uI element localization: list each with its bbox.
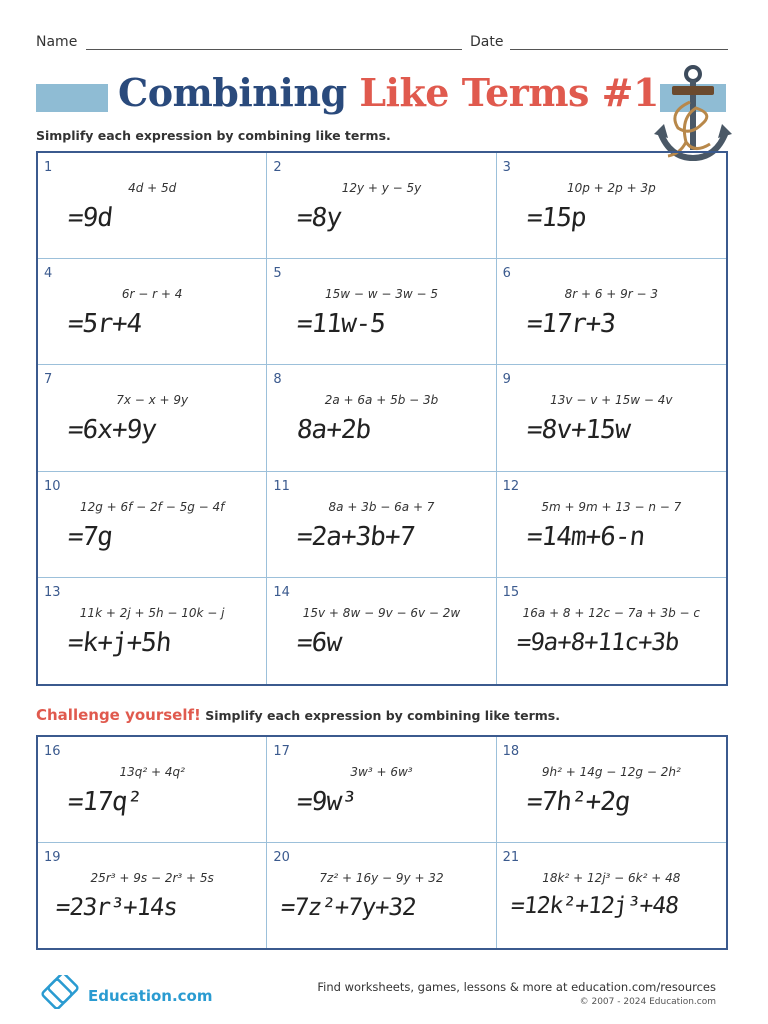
problem-cell xyxy=(267,578,496,684)
problem-cell xyxy=(497,472,726,578)
problem-answer[interactable]: =9a+8+11c+3b xyxy=(515,627,680,656)
problems-grid xyxy=(36,151,728,686)
problem-expression: 13q² + 4q² xyxy=(119,765,185,779)
problem-answer[interactable]: =8y xyxy=(295,203,343,233)
problem-number: 10 xyxy=(44,478,61,494)
problem-expression: 3w³ + 6w³ xyxy=(350,765,413,779)
date-label: Date xyxy=(470,34,504,50)
problem-cell xyxy=(497,365,726,471)
problem-answer[interactable]: =7g xyxy=(66,521,114,552)
problem-answer[interactable]: =8v+15w xyxy=(525,415,631,446)
problem-cell xyxy=(497,153,726,259)
problem-cell xyxy=(267,153,496,259)
problem-expression: 5m + 9m + 13 − n − 7 xyxy=(541,499,682,514)
problem-answer[interactable]: =7z²+7y+32 xyxy=(279,892,418,921)
problem-expression: 7x − x + 9y xyxy=(116,393,189,408)
challenge-instructions: Simplify each expression by combining like terms. xyxy=(205,708,560,723)
problem-number: 1 xyxy=(44,160,53,175)
problem-number: 19 xyxy=(44,849,61,865)
page-title xyxy=(118,70,659,115)
problem-cell xyxy=(38,365,267,471)
problem-number: 3 xyxy=(502,160,511,175)
problem-cell xyxy=(38,578,267,684)
problem-expression: 6r − r + 4 xyxy=(121,287,183,302)
problem-cell xyxy=(497,737,726,843)
problem-answer[interactable]: =17q² xyxy=(66,787,143,817)
problem-cell xyxy=(38,259,267,365)
problem-expression: 11k + 2j + 5h − 10k − j xyxy=(79,605,225,620)
problem-expression: 8r + 6 + 9r − 3 xyxy=(564,287,659,302)
title-decor-bar-left xyxy=(36,84,108,112)
problem-cell xyxy=(267,472,496,578)
problem-cell xyxy=(38,843,267,949)
name-label: Name xyxy=(36,34,78,50)
challenge-grid xyxy=(36,735,728,950)
problem-answer[interactable]: =7h²+2g xyxy=(525,787,631,817)
challenge-heading xyxy=(36,706,560,724)
problem-number: 12 xyxy=(502,478,520,494)
problem-answer[interactable]: =9w³ xyxy=(295,787,358,817)
problem-answer[interactable]: =9d xyxy=(66,203,114,233)
problem-answer[interactable]: =6x+9y xyxy=(66,415,158,446)
footer-tagline: Find worksheets, games, lessons & more at education.com/resources xyxy=(317,980,716,994)
problem-expression: 15w − w − 3w − 5 xyxy=(324,287,439,302)
problem-answer[interactable]: =5r+4 xyxy=(66,309,143,340)
problem-number: 14 xyxy=(273,584,290,600)
problem-number: 7 xyxy=(44,372,53,388)
problem-answer[interactable]: =15p xyxy=(525,203,587,233)
date-field-line[interactable] xyxy=(510,49,728,50)
problem-cell xyxy=(497,578,726,684)
problem-expression: 9h² + 14g − 12g − 2h² xyxy=(541,765,681,779)
problem-number: 2 xyxy=(273,160,282,175)
problem-expression: 13v − v + 15w − 4v xyxy=(550,393,673,408)
problem-number: 9 xyxy=(502,372,511,388)
problem-cell xyxy=(38,472,267,578)
problem-number: 4 xyxy=(44,266,53,282)
problem-answer[interactable]: =17r+3 xyxy=(525,309,617,340)
problem-answer[interactable]: 8a+2b xyxy=(295,415,373,446)
problem-expression: 10p + 2p + 3p xyxy=(566,181,656,195)
problem-expression: 25r³ + 9s − 2r³ + 5s xyxy=(90,870,214,885)
name-field-line[interactable] xyxy=(86,49,462,50)
problem-number: 20 xyxy=(273,849,290,865)
problem-answer[interactable]: =6w xyxy=(295,627,343,658)
instructions: Simplify each expression by combining like terms. xyxy=(36,128,391,143)
problem-cell xyxy=(38,153,267,259)
problem-answer[interactable]: =23r³+14s xyxy=(54,892,179,921)
problem-answer[interactable]: =k+j+5h xyxy=(66,627,173,658)
problem-expression: 12g + 6f − 2f − 5g − 4f xyxy=(79,499,225,514)
problem-number: 17 xyxy=(273,744,290,759)
problem-number: 16 xyxy=(44,744,61,759)
problem-expression: 18k² + 12j³ − 6k² + 48 xyxy=(542,870,681,885)
problem-expression: 4d + 5d xyxy=(128,181,177,195)
problem-expression: 15v + 8w − 9v − 6v − 2w xyxy=(302,605,461,620)
problem-number: 21 xyxy=(502,849,520,865)
problem-cell xyxy=(267,365,496,471)
problem-number: 18 xyxy=(502,744,520,759)
problem-number: 8 xyxy=(273,372,282,388)
problem-cell xyxy=(497,843,726,949)
title-part-1: Combining xyxy=(118,70,347,115)
problem-answer[interactable]: =2a+3b+7 xyxy=(295,521,417,552)
title-part-2: Like Terms #1 xyxy=(359,70,659,115)
footer-copyright: © 2007 - 2024 Education.com xyxy=(579,997,716,1007)
problem-cell xyxy=(38,737,267,843)
problem-number: 5 xyxy=(273,266,282,282)
problem-number: 13 xyxy=(44,584,61,600)
problem-expression: 7z² + 16y − 9y + 32 xyxy=(319,870,444,885)
problem-answer[interactable]: =14m+6-n xyxy=(525,521,646,552)
problem-number: 6 xyxy=(502,266,511,282)
name-date-row xyxy=(36,34,728,54)
problem-number: 11 xyxy=(273,478,290,494)
logo-text[interactable]: Education.com xyxy=(88,987,213,1005)
problem-cell xyxy=(267,843,496,949)
problem-cell xyxy=(267,259,496,365)
problem-expression: 12y + y − 5y xyxy=(341,181,422,195)
problem-cell xyxy=(267,737,496,843)
problem-answer[interactable]: =12k²+12j³+48 xyxy=(509,892,680,919)
problem-expression: 8a + 3b − 6a + 7 xyxy=(328,499,435,514)
problem-cell xyxy=(497,259,726,365)
challenge-label: Challenge yourself! xyxy=(36,706,201,724)
problem-expression: 2a + 6a + 5b − 3b xyxy=(324,393,439,408)
problem-number: 15 xyxy=(502,584,520,600)
problem-expression: 16a + 8 + 12c − 7a + 3b − c xyxy=(522,605,701,620)
problem-answer[interactable]: =11w-5 xyxy=(295,309,387,340)
